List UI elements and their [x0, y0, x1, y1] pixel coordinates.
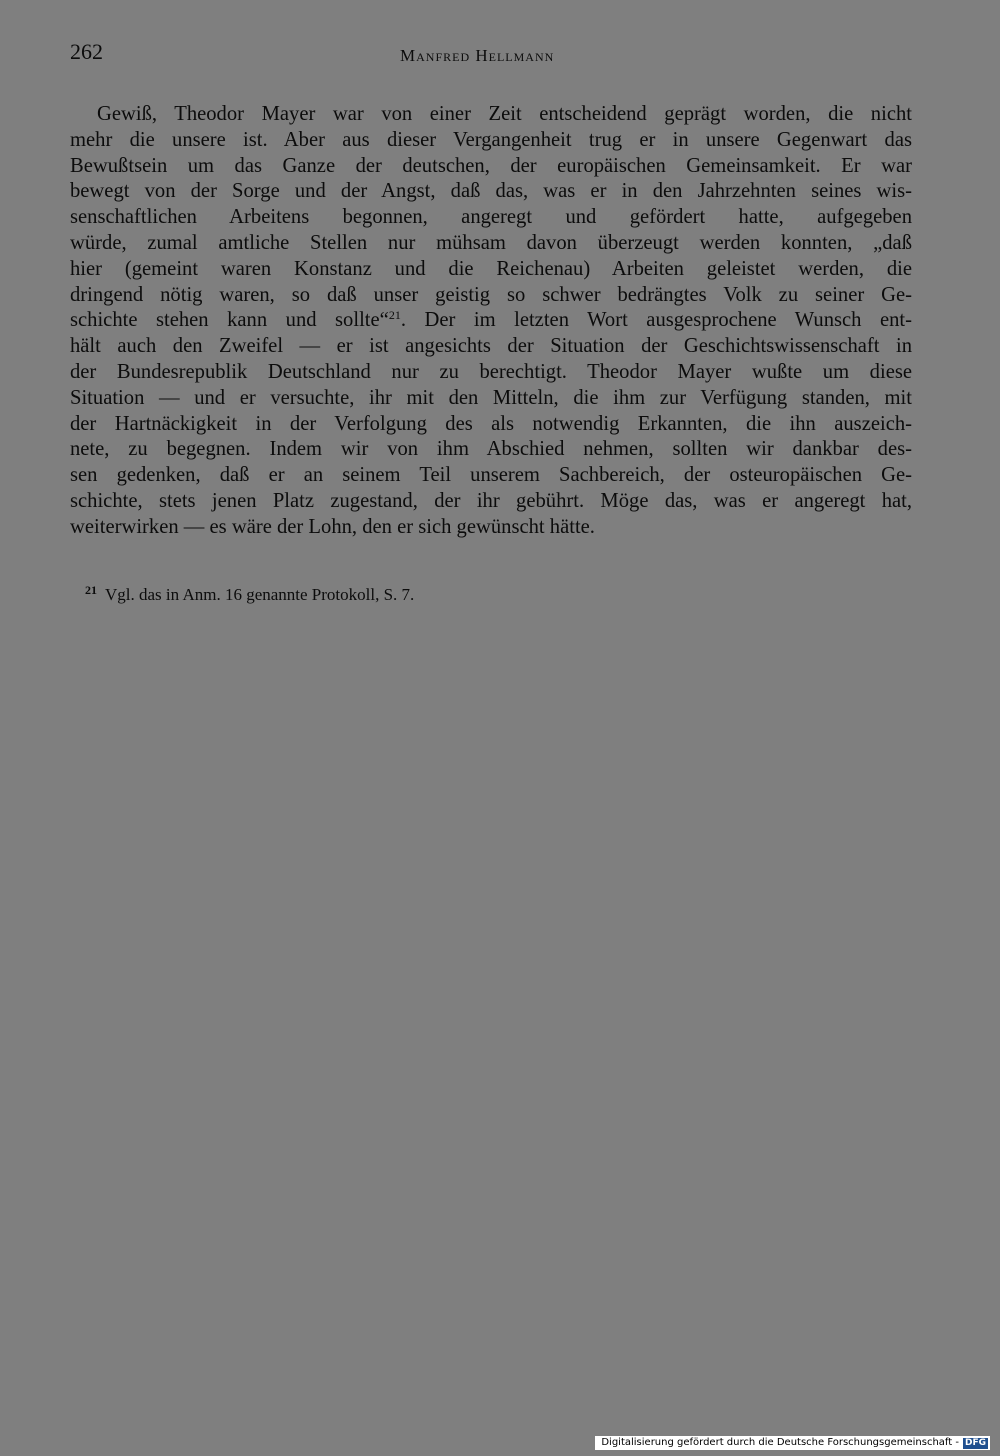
text-segment: . Der im letzten Wort ausgesprochene Wunsch ent-	[400, 309, 912, 332]
text-line: dringend nötig waren, so daß unser geistig so schwer bedrängtes Volk zu seiner Ge-	[70, 283, 912, 306]
text-line: weiterwirken — es wäre der Lohn, den er sich gewünscht hätte.	[70, 515, 595, 538]
text-line: der Hartnäckigkeit in der Verfolgung des als notwendig Erkannten, die ihn auszeich-	[70, 412, 912, 435]
page-number: 262	[70, 39, 103, 64]
text-line: hier (gemeint waren Konstanz und die Reichenau) Arbeiten geleistet werden, die	[70, 257, 912, 280]
text-line: mehr die unsere ist. Aber aus dieser Vergangenheit trug er in unsere Gegenwart das	[70, 128, 912, 151]
text-line: würde, zumal amtliche Stellen nur mühsam davon überzeugt werden konnten, „daß	[70, 231, 912, 254]
text-line: nete, zu begegnen. Indem wir von ihm Abschied nehmen, sollten wir dankbar des-	[70, 438, 912, 461]
text-line: schichte, stets jenen Platz zugestand, der ihr gebührt. Möge das, was er angeregt hat,	[70, 489, 912, 512]
dfg-logo-icon: DFG	[964, 1437, 986, 1448]
text-line: hält auch den Zweifel — er ist angesichts der Situation der Geschichtswissenschaft in	[70, 335, 912, 358]
text-line: der Bundesrepublik Deutschland nur zu berechtigt. Theodor Mayer wußte um diese	[70, 360, 912, 383]
funding-banner-text: Digitalisierung gefördert durch die Deutsche Forschungsgemeinschaft -	[601, 1437, 959, 1448]
footnote-reference: 21	[388, 308, 401, 323]
footnote-text: Vgl. das in Anm. 16 genannte Protokoll, S. 7.	[105, 585, 415, 604]
text-segment: schichte stehen kann und sollte“	[70, 309, 389, 332]
text-line-with-footnote	[70, 308, 912, 334]
text-line: Gewiß, Theodor Mayer war von einer Zeit entscheidend geprägt worden, die nicht	[97, 103, 912, 125]
text-line: Bewußtsein um das Ganze der deutschen, der europäischen Gemeinsamkeit. Er war	[70, 154, 912, 177]
footnote	[85, 580, 414, 605]
footnote-number: 21	[85, 583, 97, 597]
funding-banner	[595, 1436, 990, 1450]
text-line: Situation — und er versuchte, ihr mit den Mitteln, die ihm zur Verfügung standen, mit	[70, 386, 912, 409]
running-head: Manfred Hellmann	[400, 46, 555, 65]
text-line: senschaftlichen Arbeitens begonnen, angeregt und gefördert hatte, aufgegeben	[70, 206, 912, 229]
text-line: sen gedenken, daß er an seinem Teil unserem Sachbereich, der osteuropäischen Ge-	[70, 464, 912, 487]
text-line: bewegt von der Sorge und der Angst, daß das, was er in den Jahrzehnten seines wis-	[70, 180, 912, 203]
body-paragraph	[70, 102, 912, 541]
